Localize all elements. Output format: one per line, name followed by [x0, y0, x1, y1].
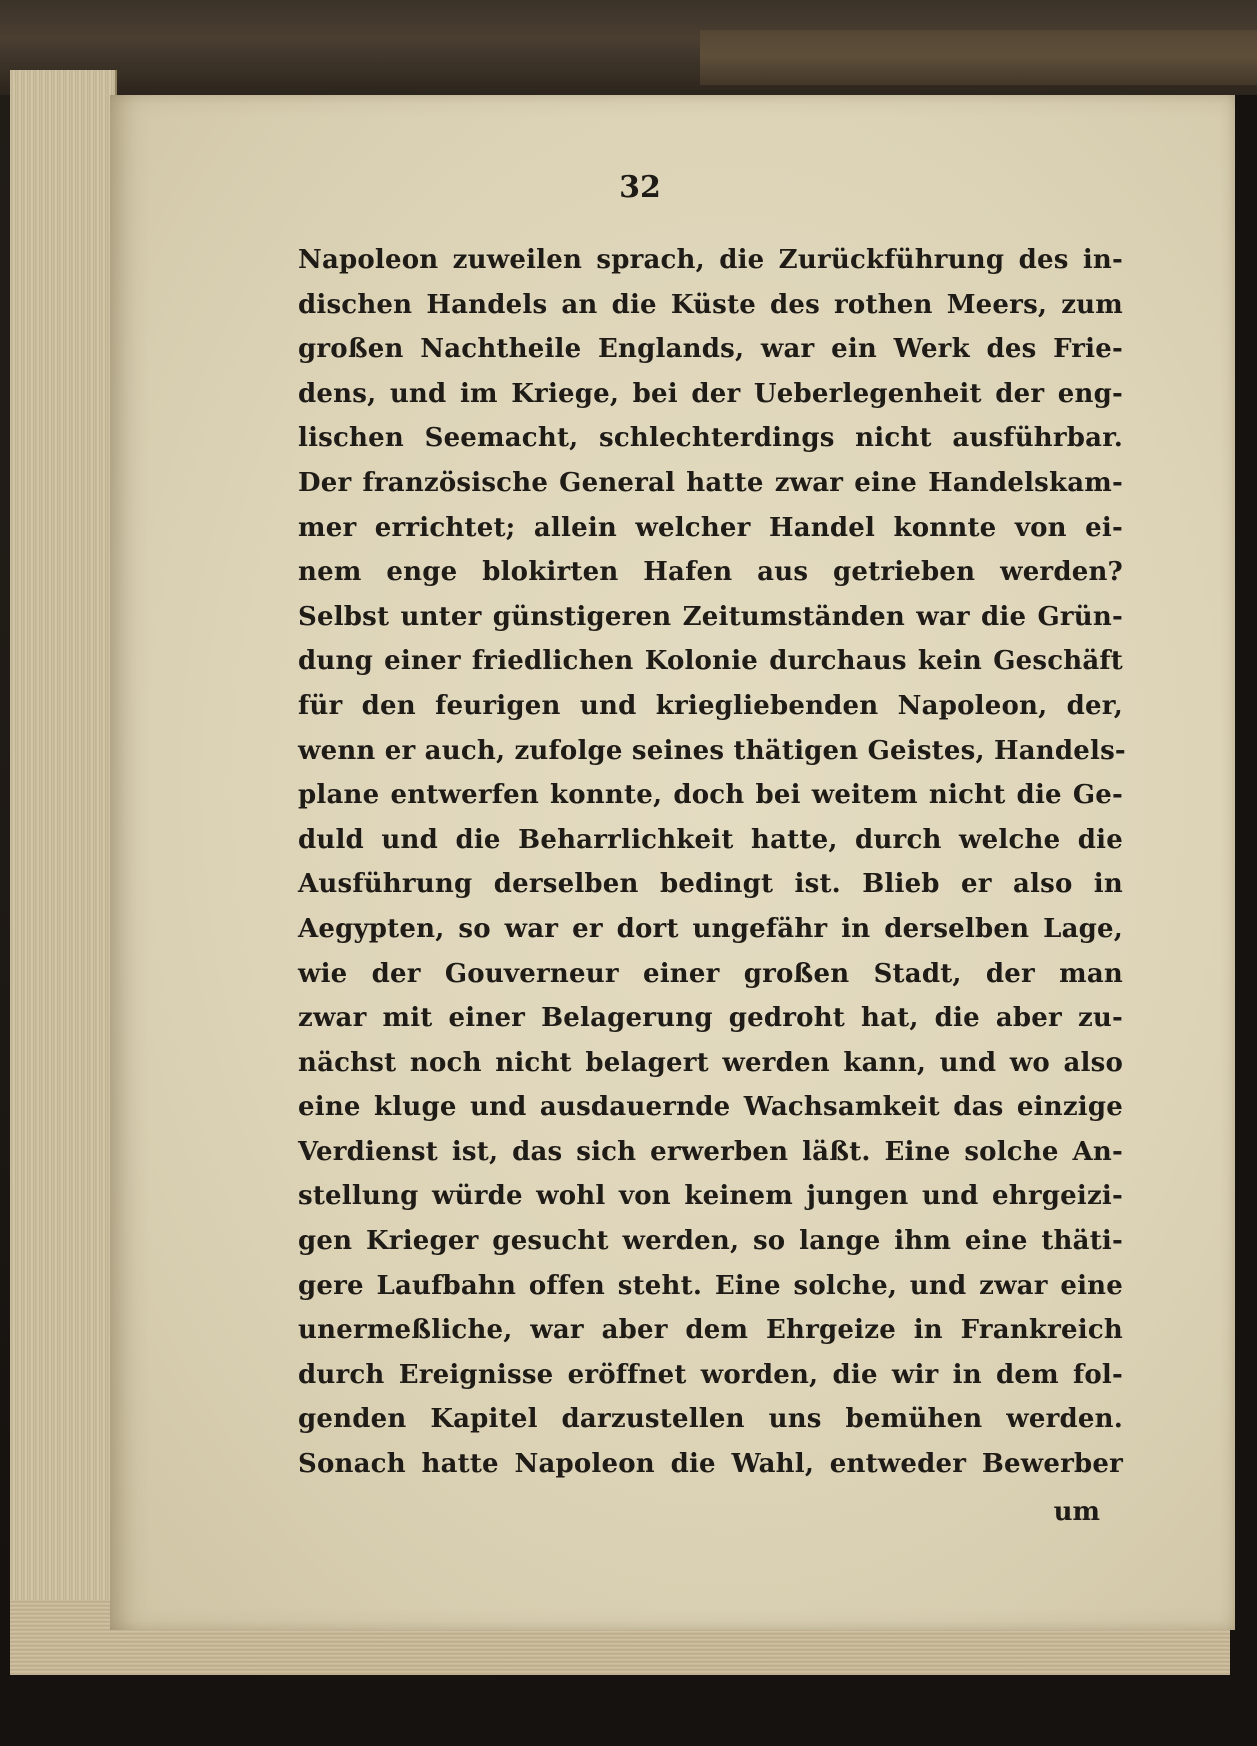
text-line: Ausführung derselben bedingt ist. Blieb er also in: [298, 869, 1123, 900]
text-line: für den feurigen und kriegliebenden Napoleon, der,: [298, 690, 1123, 721]
text-line: unermeßliche, war aber dem Ehrgeize in Frankreich: [298, 1315, 1123, 1346]
text-line: mer errichtet; allein welcher Handel konnte von ei-: [298, 512, 1123, 543]
text-line: Aegypten, so war er dort ungefähr in derselben Lage,: [298, 913, 1123, 944]
text-line: Der französische General hatte zwar eine Handelskam-: [298, 467, 1123, 498]
page-number: 32: [619, 170, 661, 205]
text-line: Verdienst ist, das sich erwerben läßt. Eine solche An-: [298, 1136, 1123, 1167]
text-line: dens, und im Kriege, bei der Ueberlegenheit der eng-: [298, 378, 1123, 409]
text-line: gere Laufbahn offen steht. Eine solche, und zwar eine: [298, 1270, 1123, 1301]
text-line: zwar mit einer Belagerung gedroht hat, die aber zu-: [298, 1003, 1123, 1034]
text-line: Sonach hatte Napoleon die Wahl, entweder Bewerber: [298, 1449, 1123, 1480]
text-line: plane entwerfen konnte, doch bei weitem nicht die Ge-: [298, 780, 1123, 811]
text-line: gen Krieger gesucht werden, so lange ihm eine thäti-: [298, 1226, 1123, 1257]
text-line: dung einer friedlichen Kolonie durchaus kein Geschäft: [298, 646, 1123, 677]
body-text: [298, 238, 1126, 1487]
text-line: wenn er auch, zufolge seines thätigen Geistes, Handels-: [298, 735, 1126, 766]
text-line: dischen Handels an die Küste des rothen Meers, zum: [298, 289, 1123, 320]
text-line: duld und die Beharrlichkeit hatte, durch welche die: [298, 824, 1123, 855]
text-line: lischen Seemacht, schlechterdings nicht ausführbar.: [298, 423, 1123, 454]
page-stack-left: [10, 70, 117, 1665]
catchword: um: [1053, 1497, 1100, 1527]
text-line: genden Kapitel darzustellen uns bemühen werden.: [298, 1404, 1123, 1435]
text-line: durch Ereignisse eröffnet worden, die wir in dem fol-: [298, 1359, 1123, 1390]
text-line: Selbst unter günstigeren Zeitumständen war die Grün-: [298, 601, 1123, 632]
text-line: Napoleon zuweilen sprach, die Zurückführung des in-: [298, 245, 1123, 275]
text-line: wie der Gouverneur einer großen Stadt, der man: [298, 958, 1123, 989]
text-line: großen Nachtheile Englands, war ein Werk des Frie-: [298, 334, 1123, 365]
book-cover-edge: [0, 0, 1257, 95]
text-line: nächst noch nicht belagert werden kann, und wo also: [298, 1047, 1123, 1078]
text-line: eine kluge und ausdauernde Wachsamkeit das einzige: [298, 1092, 1123, 1123]
text-line: stellung würde wohl von keinem jungen und ehrgeizi-: [298, 1181, 1123, 1212]
text-line: nem enge blokirten Hafen aus getrieben werden?: [298, 557, 1123, 588]
